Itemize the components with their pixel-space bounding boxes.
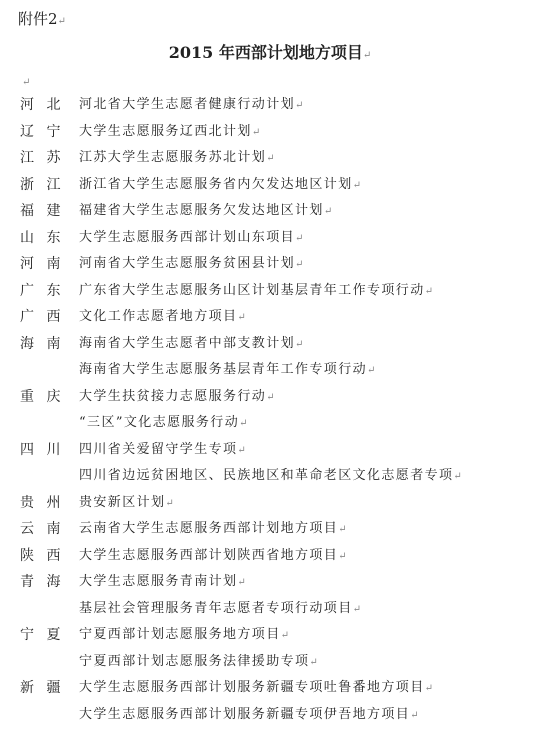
list-item xyxy=(0,490,540,517)
paragraph-mark: ↵ xyxy=(367,365,377,376)
project-name-text: 浙江省大学生志愿服务省内欠发达地区计划 xyxy=(79,176,353,192)
project-name xyxy=(79,410,249,438)
province-label: 陕 西 xyxy=(20,547,65,564)
province-label: 浙 江 xyxy=(20,176,65,193)
blank-paragraph xyxy=(22,70,30,89)
project-name xyxy=(79,463,463,491)
project-name-text: 大学生志愿服务西部计划山东项目 xyxy=(79,229,296,245)
project-name-text: 大学生志愿服务青南计划 xyxy=(79,574,238,589)
list-item xyxy=(0,596,540,623)
province-label: 云 南 xyxy=(20,521,65,537)
paragraph-mark: ↵ xyxy=(57,16,66,27)
list-item xyxy=(0,410,540,437)
province-label: 河 北 xyxy=(20,97,65,113)
paragraph-mark: ↵ xyxy=(352,179,363,191)
paragraph-mark: ↵ xyxy=(237,577,248,588)
project-name-text: 海南省大学生志愿者中部支教计划 xyxy=(79,335,296,351)
project-name-text: 基层社会管理服务青年志愿者专项行动项目 xyxy=(79,600,353,616)
paragraph-mark: ↵ xyxy=(266,391,276,403)
province-label: 河 南 xyxy=(20,256,65,272)
province-label: 宁 夏 xyxy=(20,627,65,643)
paragraph-mark: ↵ xyxy=(323,206,334,217)
paragraph-mark: ↵ xyxy=(165,497,176,509)
list-item xyxy=(0,278,540,305)
province-label: 贵 州 xyxy=(20,494,65,511)
list-item xyxy=(0,251,540,278)
project-name-text: 海南省大学生志愿服务基层青年工作专项行动 xyxy=(79,362,368,377)
paragraph-mark: ↵ xyxy=(338,550,348,562)
province-label: 四 川 xyxy=(20,441,65,458)
project-name xyxy=(79,622,290,650)
project-name xyxy=(79,596,362,624)
paragraph-mark: ↵ xyxy=(251,126,262,138)
paragraph-mark: ↵ xyxy=(295,259,305,270)
list-item xyxy=(0,92,540,119)
list-item xyxy=(0,622,540,649)
project-name xyxy=(79,172,362,200)
project-name-text: 云南省大学生志愿服务西部计划地方项目 xyxy=(79,521,339,536)
project-name-text: 河北省大学生志愿者健康行动计划 xyxy=(79,97,296,112)
paragraph-mark: ↵ xyxy=(424,683,435,694)
paragraph-mark: ↵ xyxy=(295,232,305,244)
province-label: 广 西 xyxy=(20,309,65,325)
paragraph-mark: ↵ xyxy=(266,153,276,164)
project-name xyxy=(79,675,434,703)
project-list xyxy=(0,92,540,728)
list-item xyxy=(0,516,540,543)
project-name xyxy=(79,304,247,332)
project-name xyxy=(79,225,305,253)
project-name-text: 宁夏西部计划志愿服务地方项目 xyxy=(79,627,281,642)
project-name xyxy=(79,702,420,730)
project-name-text: 大学生志愿服务西部计划服务新疆专项伊吾地方项目 xyxy=(79,706,411,722)
province-label: 福 建 xyxy=(20,203,65,219)
project-name-text: 贵安新区计划 xyxy=(79,494,166,510)
project-name xyxy=(79,516,348,544)
project-name-text: 四川省边远贫困地区、民族地区和革命老区文化志愿者专项 xyxy=(79,468,454,483)
province-label: 山 东 xyxy=(20,229,65,246)
project-name xyxy=(79,437,247,465)
paragraph-mark: ↵ xyxy=(338,524,348,535)
project-name-text: 大学生扶贫接力志愿服务行动 xyxy=(79,388,267,404)
list-item xyxy=(0,649,540,676)
project-name-text: 文化工作志愿者地方项目 xyxy=(79,309,238,324)
project-name xyxy=(79,543,348,571)
paragraph-mark: ↵ xyxy=(237,312,248,323)
province-label: 新 疆 xyxy=(20,680,65,696)
list-item xyxy=(0,331,540,358)
paragraph-mark: ↵ xyxy=(22,77,31,88)
page-title xyxy=(0,40,540,63)
attachment-label-text: 附件2 xyxy=(18,10,58,28)
project-name xyxy=(79,384,276,412)
province-label: 重 庆 xyxy=(20,388,65,405)
province-label: 海 南 xyxy=(20,335,65,352)
province-label: 江 苏 xyxy=(20,150,65,166)
list-item xyxy=(0,702,540,729)
paragraph-mark: ↵ xyxy=(280,630,291,641)
province-label: 广 东 xyxy=(20,282,65,299)
project-name-text: 大学生志愿服务西部计划服务新疆专项吐鲁番地方项目 xyxy=(79,680,425,695)
project-name-text: 江苏大学生志愿服务苏北计划 xyxy=(79,150,267,165)
project-name-text: 福建省大学生志愿服务欠发达地区计划 xyxy=(79,203,324,218)
paragraph-mark: ↵ xyxy=(295,338,305,350)
list-item xyxy=(0,304,540,331)
paragraph-mark: ↵ xyxy=(239,418,249,429)
list-item xyxy=(0,569,540,596)
list-item xyxy=(0,225,540,252)
list-item xyxy=(0,437,540,464)
list-item xyxy=(0,172,540,199)
paragraph-mark: ↵ xyxy=(424,285,435,297)
project-name-text: 河南省大学生志愿服务贫困县计划 xyxy=(79,256,296,271)
page-title-text: 2015 年西部计划地方项目 xyxy=(168,43,363,62)
project-name-text: 宁夏西部计划志愿服务法律援助专项 xyxy=(79,653,310,669)
project-name-text: “三区”文化志愿服务行动 xyxy=(79,415,240,430)
project-name-text: 四川省关爱留守学生专项 xyxy=(79,441,238,457)
paragraph-mark: ↵ xyxy=(352,603,363,615)
project-name-text: 大学生志愿服务西部计划陕西省地方项目 xyxy=(79,547,339,563)
paragraph-mark: ↵ xyxy=(453,471,464,482)
paragraph-mark: ↵ xyxy=(237,444,248,456)
paragraph-mark: ↵ xyxy=(362,50,372,61)
list-item xyxy=(0,198,540,225)
province-label: 辽 宁 xyxy=(20,123,65,140)
list-item xyxy=(0,357,540,384)
paragraph-mark: ↵ xyxy=(410,709,420,721)
project-name xyxy=(79,92,305,120)
project-name xyxy=(79,490,175,518)
attachment-label xyxy=(18,8,66,29)
project-name xyxy=(79,569,247,597)
paragraph-mark: ↵ xyxy=(309,656,320,668)
project-name-text: 大学生志愿服务辽西北计划 xyxy=(79,123,252,139)
list-item xyxy=(0,543,540,570)
list-item xyxy=(0,463,540,490)
list-item xyxy=(0,675,540,702)
list-item xyxy=(0,384,540,411)
project-name xyxy=(79,251,305,279)
project-name xyxy=(79,145,276,173)
project-name xyxy=(79,119,262,147)
project-name xyxy=(79,331,305,359)
list-item xyxy=(0,145,540,172)
project-name xyxy=(79,198,334,226)
project-name xyxy=(79,357,377,385)
paragraph-mark: ↵ xyxy=(295,100,305,111)
project-name xyxy=(79,278,434,306)
list-item xyxy=(0,119,540,146)
project-name-text: 广东省大学生志愿服务山区计划基层青年工作专项行动 xyxy=(79,282,425,298)
project-name xyxy=(79,649,319,677)
province-label: 青 海 xyxy=(20,574,65,590)
